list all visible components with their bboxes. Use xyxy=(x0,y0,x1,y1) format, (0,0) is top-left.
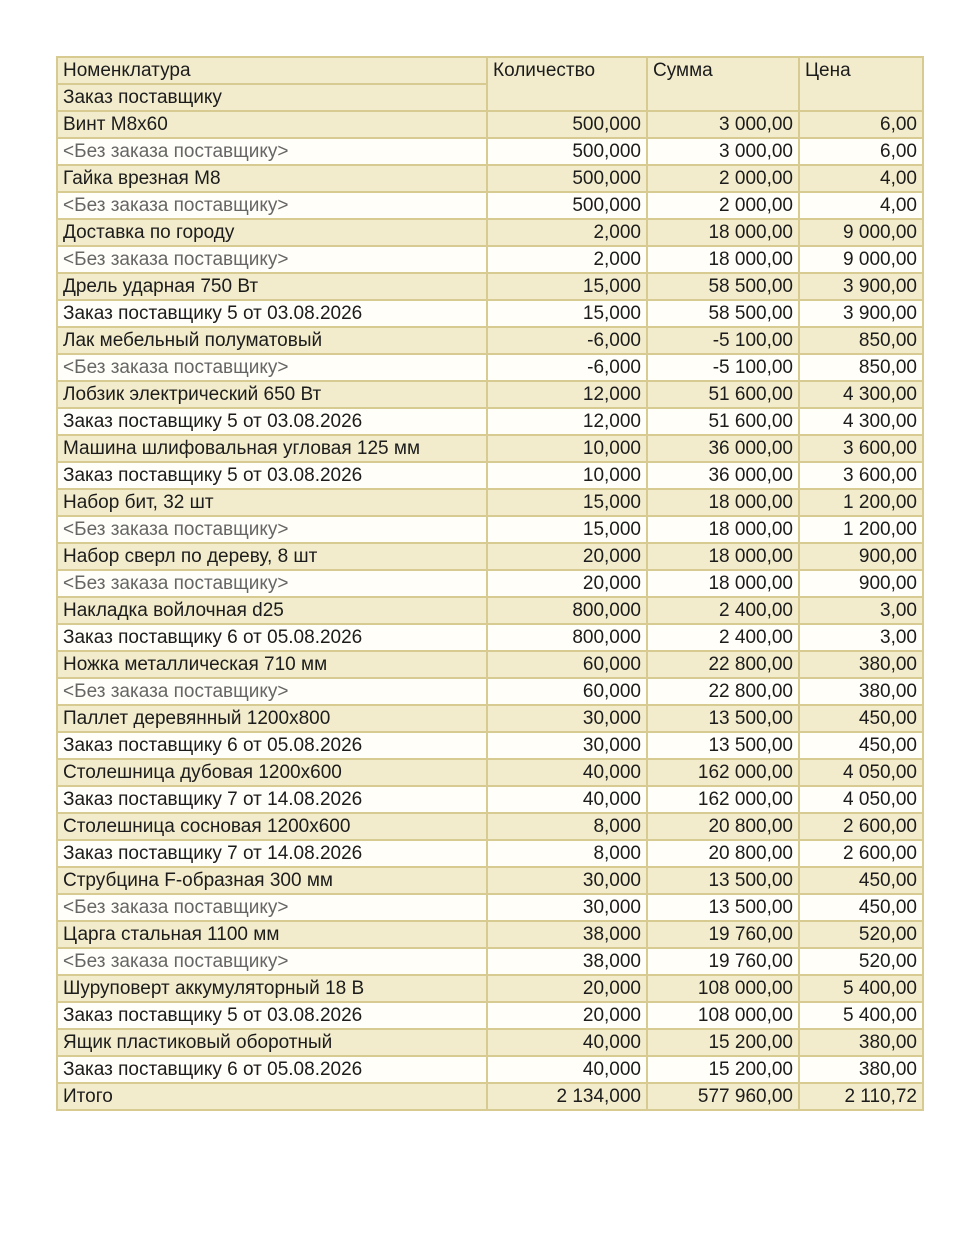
item-quantity: 38,000 xyxy=(487,921,647,948)
item-name: Набор сверл по дереву, 8 шт xyxy=(57,543,487,570)
item-sum: 108 000,00 xyxy=(647,975,799,1002)
item-price: 9 000,00 xyxy=(799,219,923,246)
item-price: 1 200,00 xyxy=(799,489,923,516)
detail-row[interactable] xyxy=(57,1056,923,1083)
order-quantity: 40,000 xyxy=(487,1056,647,1083)
order-name: <Без заказа поставщику> xyxy=(57,894,487,921)
item-price: 5 400,00 xyxy=(799,975,923,1002)
item-price: 3,00 xyxy=(799,597,923,624)
order-quantity: 12,000 xyxy=(487,408,647,435)
order-quantity: 30,000 xyxy=(487,732,647,759)
item-sum: 3 000,00 xyxy=(647,111,799,138)
order-sum: 162 000,00 xyxy=(647,786,799,813)
item-price: 850,00 xyxy=(799,327,923,354)
group-row[interactable] xyxy=(57,273,923,300)
order-name: Заказ поставщику 6 от 05.08.2026 xyxy=(57,1056,487,1083)
item-name: Струбцина F-образная 300 мм xyxy=(57,867,487,894)
order-price: 3,00 xyxy=(799,624,923,651)
order-name: Заказ поставщику 5 от 03.08.2026 xyxy=(57,1002,487,1029)
order-sum: 20 800,00 xyxy=(647,840,799,867)
item-name: Лобзик электрический 650 Вт xyxy=(57,381,487,408)
detail-row[interactable] xyxy=(57,138,923,165)
order-sum: 3 000,00 xyxy=(647,138,799,165)
order-price: 520,00 xyxy=(799,948,923,975)
order-sum: 18 000,00 xyxy=(647,246,799,273)
order-name: <Без заказа поставщику> xyxy=(57,192,487,219)
detail-row[interactable] xyxy=(57,678,923,705)
order-price: 6,00 xyxy=(799,138,923,165)
order-price: 3 900,00 xyxy=(799,300,923,327)
item-sum: 36 000,00 xyxy=(647,435,799,462)
order-price: 900,00 xyxy=(799,570,923,597)
group-row[interactable] xyxy=(57,921,923,948)
order-price: 5 400,00 xyxy=(799,1002,923,1029)
report-body xyxy=(57,111,923,1083)
item-quantity: 500,000 xyxy=(487,111,647,138)
header-sum: Сумма xyxy=(647,57,799,111)
group-row[interactable] xyxy=(57,975,923,1002)
item-quantity: 15,000 xyxy=(487,489,647,516)
item-price: 4 050,00 xyxy=(799,759,923,786)
item-name: Дрель ударная 750 Вт xyxy=(57,273,487,300)
item-quantity: 40,000 xyxy=(487,1029,647,1056)
order-quantity: 8,000 xyxy=(487,840,647,867)
order-name: <Без заказа поставщику> xyxy=(57,516,487,543)
item-name: Паллет деревянный 1200х800 xyxy=(57,705,487,732)
header-row xyxy=(57,57,923,84)
order-quantity: 800,000 xyxy=(487,624,647,651)
item-name: Лак мебельный полуматовый xyxy=(57,327,487,354)
total-row xyxy=(57,1083,923,1110)
total-label: Итого xyxy=(57,1083,487,1110)
order-name: Заказ поставщику 5 от 03.08.2026 xyxy=(57,300,487,327)
item-sum: 13 500,00 xyxy=(647,867,799,894)
order-name: <Без заказа поставщику> xyxy=(57,354,487,381)
order-sum: -5 100,00 xyxy=(647,354,799,381)
header-order: Заказ поставщику xyxy=(57,84,487,111)
order-name: Заказ поставщику 7 от 14.08.2026 xyxy=(57,786,487,813)
group-row[interactable] xyxy=(57,543,923,570)
order-name: Заказ поставщику 7 от 14.08.2026 xyxy=(57,840,487,867)
detail-row[interactable] xyxy=(57,894,923,921)
order-price: 4 050,00 xyxy=(799,786,923,813)
order-quantity: 15,000 xyxy=(487,300,647,327)
detail-row[interactable] xyxy=(57,786,923,813)
item-price: 4,00 xyxy=(799,165,923,192)
order-price: 4,00 xyxy=(799,192,923,219)
order-name: Заказ поставщику 5 от 03.08.2026 xyxy=(57,462,487,489)
item-sum: 13 500,00 xyxy=(647,705,799,732)
order-price: 450,00 xyxy=(799,732,923,759)
item-quantity: 2,000 xyxy=(487,219,647,246)
group-row[interactable] xyxy=(57,651,923,678)
item-sum: 2 400,00 xyxy=(647,597,799,624)
group-row[interactable] xyxy=(57,219,923,246)
order-sum: 58 500,00 xyxy=(647,300,799,327)
order-quantity: 60,000 xyxy=(487,678,647,705)
order-sum: 19 760,00 xyxy=(647,948,799,975)
order-quantity: 500,000 xyxy=(487,138,647,165)
item-sum: 18 000,00 xyxy=(647,543,799,570)
order-price: 2 600,00 xyxy=(799,840,923,867)
group-row[interactable] xyxy=(57,705,923,732)
item-sum: -5 100,00 xyxy=(647,327,799,354)
group-row[interactable] xyxy=(57,597,923,624)
item-sum: 162 000,00 xyxy=(647,759,799,786)
group-row[interactable] xyxy=(57,1029,923,1056)
item-sum: 22 800,00 xyxy=(647,651,799,678)
detail-row[interactable] xyxy=(57,300,923,327)
detail-row[interactable] xyxy=(57,354,923,381)
order-price: 380,00 xyxy=(799,1056,923,1083)
detail-row[interactable] xyxy=(57,516,923,543)
header-quantity: Количество xyxy=(487,57,647,111)
order-quantity: 38,000 xyxy=(487,948,647,975)
order-price: 3 600,00 xyxy=(799,462,923,489)
detail-row[interactable] xyxy=(57,840,923,867)
item-name: Накладка войлочная d25 xyxy=(57,597,487,624)
order-sum: 13 500,00 xyxy=(647,732,799,759)
detail-row[interactable] xyxy=(57,408,923,435)
item-sum: 2 000,00 xyxy=(647,165,799,192)
order-quantity: 40,000 xyxy=(487,786,647,813)
total-price: 2 110,72 xyxy=(799,1083,923,1110)
total-sum: 577 960,00 xyxy=(647,1083,799,1110)
order-quantity: 20,000 xyxy=(487,1002,647,1029)
detail-row[interactable] xyxy=(57,948,923,975)
order-name: Заказ поставщику 5 от 03.08.2026 xyxy=(57,408,487,435)
order-price: 380,00 xyxy=(799,678,923,705)
item-price: 450,00 xyxy=(799,705,923,732)
item-quantity: 40,000 xyxy=(487,759,647,786)
group-row[interactable] xyxy=(57,813,923,840)
order-price: 850,00 xyxy=(799,354,923,381)
item-name: Винт М8х60 xyxy=(57,111,487,138)
detail-row[interactable] xyxy=(57,246,923,273)
detail-row[interactable] xyxy=(57,732,923,759)
order-price: 4 300,00 xyxy=(799,408,923,435)
item-quantity: 800,000 xyxy=(487,597,647,624)
group-row[interactable] xyxy=(57,111,923,138)
order-sum: 108 000,00 xyxy=(647,1002,799,1029)
item-price: 4 300,00 xyxy=(799,381,923,408)
item-sum: 19 760,00 xyxy=(647,921,799,948)
item-sum: 58 500,00 xyxy=(647,273,799,300)
order-name: Заказ поставщику 6 от 05.08.2026 xyxy=(57,732,487,759)
item-name: Шуруповерт аккумуляторный 18 В xyxy=(57,975,487,1002)
order-price: 450,00 xyxy=(799,894,923,921)
item-quantity: -6,000 xyxy=(487,327,647,354)
order-sum: 15 200,00 xyxy=(647,1056,799,1083)
order-quantity: -6,000 xyxy=(487,354,647,381)
header-price: Цена xyxy=(799,57,923,111)
item-quantity: 10,000 xyxy=(487,435,647,462)
group-row[interactable] xyxy=(57,867,923,894)
item-quantity: 20,000 xyxy=(487,975,647,1002)
order-price: 9 000,00 xyxy=(799,246,923,273)
item-quantity: 500,000 xyxy=(487,165,647,192)
item-name: Машина шлифовальная угловая 125 мм xyxy=(57,435,487,462)
detail-row[interactable] xyxy=(57,624,923,651)
order-sum: 18 000,00 xyxy=(647,516,799,543)
order-name: Заказ поставщику 6 от 05.08.2026 xyxy=(57,624,487,651)
item-name: Столешница дубовая 1200х600 xyxy=(57,759,487,786)
order-quantity: 2,000 xyxy=(487,246,647,273)
group-row[interactable] xyxy=(57,435,923,462)
item-price: 520,00 xyxy=(799,921,923,948)
detail-row[interactable] xyxy=(57,192,923,219)
item-name: Столешница сосновая 1200х600 xyxy=(57,813,487,840)
total-quantity: 2 134,000 xyxy=(487,1083,647,1110)
report-table xyxy=(56,56,924,1111)
item-quantity: 8,000 xyxy=(487,813,647,840)
order-quantity: 20,000 xyxy=(487,570,647,597)
detail-row[interactable] xyxy=(57,570,923,597)
order-sum: 18 000,00 xyxy=(647,570,799,597)
order-name: <Без заказа поставщику> xyxy=(57,138,487,165)
order-name: <Без заказа поставщику> xyxy=(57,570,487,597)
order-price: 1 200,00 xyxy=(799,516,923,543)
group-row[interactable] xyxy=(57,759,923,786)
item-sum: 18 000,00 xyxy=(647,489,799,516)
item-price: 3 900,00 xyxy=(799,273,923,300)
item-quantity: 60,000 xyxy=(487,651,647,678)
order-name: <Без заказа поставщику> xyxy=(57,678,487,705)
order-quantity: 500,000 xyxy=(487,192,647,219)
order-name: <Без заказа поставщику> xyxy=(57,246,487,273)
item-price: 380,00 xyxy=(799,1029,923,1056)
item-quantity: 30,000 xyxy=(487,705,647,732)
order-sum: 36 000,00 xyxy=(647,462,799,489)
item-name: Набор бит, 32 шт xyxy=(57,489,487,516)
item-sum: 51 600,00 xyxy=(647,381,799,408)
order-sum: 22 800,00 xyxy=(647,678,799,705)
item-price: 3 600,00 xyxy=(799,435,923,462)
item-sum: 15 200,00 xyxy=(647,1029,799,1056)
group-row[interactable] xyxy=(57,165,923,192)
item-name: Ящик пластиковый оборотный xyxy=(57,1029,487,1056)
order-name: <Без заказа поставщику> xyxy=(57,948,487,975)
item-price: 380,00 xyxy=(799,651,923,678)
order-quantity: 10,000 xyxy=(487,462,647,489)
item-sum: 18 000,00 xyxy=(647,219,799,246)
order-quantity: 15,000 xyxy=(487,516,647,543)
header-nomenclature: Номенклатура xyxy=(57,57,487,84)
detail-row[interactable] xyxy=(57,1002,923,1029)
item-name: Ножка металлическая 710 мм xyxy=(57,651,487,678)
item-price: 450,00 xyxy=(799,867,923,894)
item-sum: 20 800,00 xyxy=(647,813,799,840)
item-quantity: 20,000 xyxy=(487,543,647,570)
group-row[interactable] xyxy=(57,489,923,516)
item-price: 900,00 xyxy=(799,543,923,570)
order-sum: 13 500,00 xyxy=(647,894,799,921)
group-row[interactable] xyxy=(57,381,923,408)
item-quantity: 15,000 xyxy=(487,273,647,300)
item-quantity: 30,000 xyxy=(487,867,647,894)
order-sum: 2 000,00 xyxy=(647,192,799,219)
item-name: Царга стальная 1100 мм xyxy=(57,921,487,948)
order-sum: 2 400,00 xyxy=(647,624,799,651)
item-price: 2 600,00 xyxy=(799,813,923,840)
item-quantity: 12,000 xyxy=(487,381,647,408)
item-name: Доставка по городу xyxy=(57,219,487,246)
group-row[interactable] xyxy=(57,327,923,354)
item-price: 6,00 xyxy=(799,111,923,138)
detail-row[interactable] xyxy=(57,462,923,489)
item-name: Гайка врезная М8 xyxy=(57,165,487,192)
order-quantity: 30,000 xyxy=(487,894,647,921)
order-sum: 51 600,00 xyxy=(647,408,799,435)
